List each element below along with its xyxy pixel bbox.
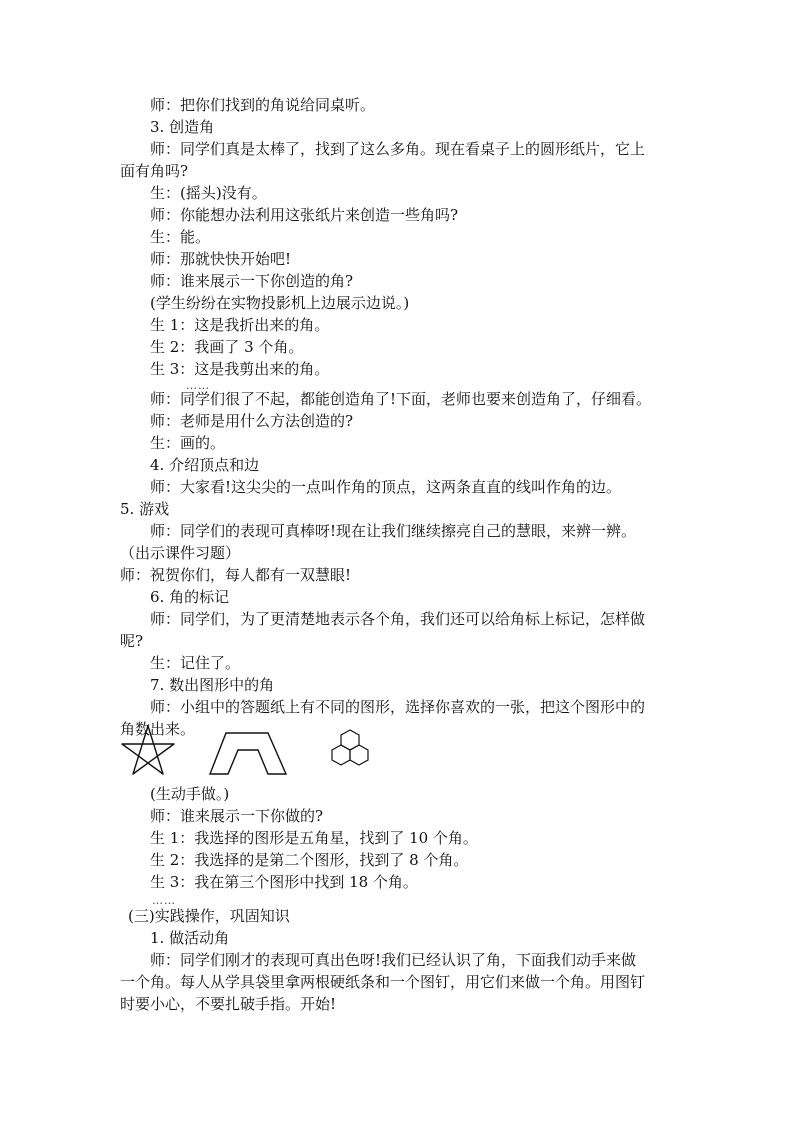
text-line: 生 3：我在第三个图形中找到 18 个角。 [150, 873, 418, 891]
text-line: 生 2：我选择的是第二个图形，找到了 8 个角。 [150, 851, 469, 869]
text-line: 时要小心，不要扎破手指。开始! [120, 995, 337, 1013]
hexagon-cluster-shape [332, 730, 368, 765]
text-line: 角数出来。 [120, 720, 196, 738]
text-line: 师：同学们真是太棒了，找到了这么多角。现在看桌子上的圆形纸片，它上 [150, 140, 646, 158]
text-line: 面有角吗? [120, 162, 189, 180]
text-line: 生 3：这是我剪出来的角。 [150, 360, 330, 378]
text-line: 生 1：这是我折出来的角。 [150, 316, 330, 334]
text-line: 师：同学们很了不起，都能创造角了!下面，老师也要来创造角了，仔细看。 [150, 390, 652, 408]
text-line: （出示课件习题） [120, 544, 241, 562]
text-line: 师：小组中的答题纸上有不同的图形，选择你喜欢的一张，把这个图形中的 [150, 698, 646, 716]
text-line: 呢? [120, 632, 144, 650]
text-line: 师：你能想办法利用这张纸片来创造一些角吗? [150, 206, 459, 224]
text-line: 师：谁来展示一下你创造的角? [150, 272, 354, 290]
section-heading: 5. 游戏 [120, 500, 170, 518]
text-line: (生动手做。) [150, 785, 230, 803]
star-shape [122, 726, 174, 774]
text-line: 生：画的。 [150, 434, 226, 452]
section-heading: 1. 做活动角 [150, 929, 230, 947]
text-line: 生 2：我画了 3 个角。 [150, 338, 304, 356]
section-heading: (三)实践操作，巩固知识 [128, 907, 290, 925]
section-heading: 4. 介绍顶点和边 [150, 456, 260, 474]
text-line: 师：同学们刚才的表现可真出色呀!我们已经认识了角，下面我们动手来做 [150, 951, 637, 969]
text-line: 师：把你们找到的角说给同桌听。 [150, 96, 376, 114]
ellipsis: …… [186, 379, 210, 392]
text-line: (学生纷纷在实物投影机上边展示边说。) [150, 294, 410, 312]
text-line: 师：同学们，为了更清楚地表示各个角，我们还可以给角标上标记，怎样做 [150, 610, 646, 628]
text-line: 生 1：我选择的图形是五角星，找到了 10 个角。 [150, 829, 478, 847]
text-line: 师：老师是用什么方法创造的? [150, 412, 354, 430]
text-line: 一个角。每人从学具袋里拿两根硬纸条和一个图钉，用它们来做一个角。用图钉 [120, 973, 646, 991]
section-heading: 7. 数出图形中的角 [150, 676, 275, 694]
shapes-figure [118, 724, 378, 784]
text-line: 生：记住了。 [150, 654, 241, 672]
text-line: 生：(摇头)没有。 [150, 184, 267, 202]
text-line: 师：那就快快开始吧! [150, 250, 292, 268]
section-heading: 6. 角的标记 [150, 588, 230, 606]
section-heading: 3. 创造角 [150, 118, 215, 136]
text-line: 生：能。 [150, 228, 211, 246]
text-line: 师：大家看!这尖尖的一点叫作角的顶点，这两条直直的线叫作角的边。 [150, 478, 622, 496]
text-line: 师：谁来展示一下你做的? [150, 807, 324, 825]
ellipsis: …… [152, 894, 176, 907]
trapezoid-arch-shape [210, 733, 286, 774]
text-line: 师：祝贺你们，每人都有一双慧眼! [120, 566, 352, 584]
text-line: 师：同学们的表现可真棒呀!现在让我们继续擦亮自己的慧眼，来辨一辨。 [150, 522, 637, 540]
